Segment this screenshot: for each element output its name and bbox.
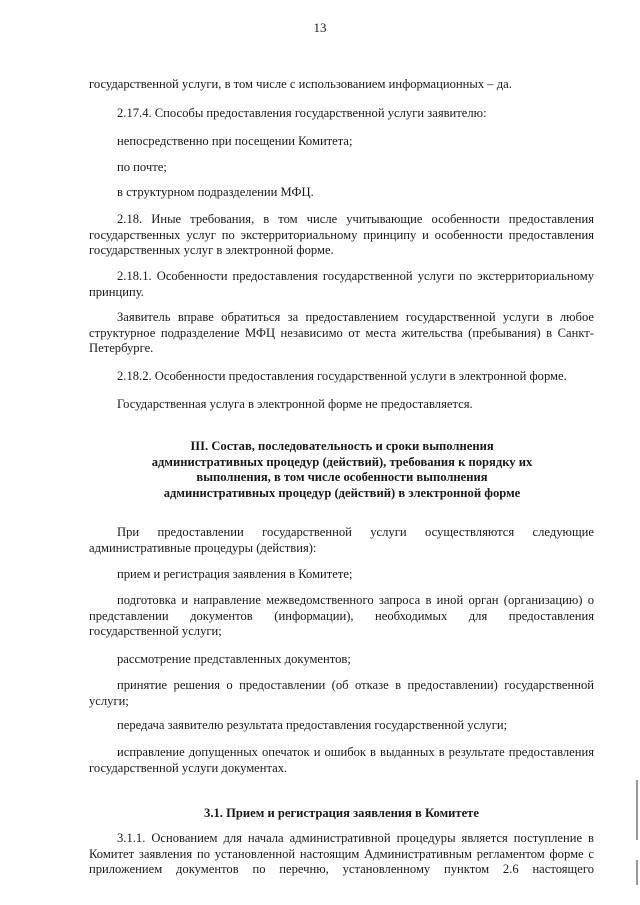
paragraph-2-18-1: 2.18.1. Особенности предоставления государственной услуги по экстерриториальному принципу. bbox=[89, 269, 594, 299]
list-item-corrections: исправление допущенных опечаток и ошибок в выданных в результате предоставления государственной услуги документах. bbox=[89, 745, 594, 775]
list-item-by-mail: по почте; bbox=[117, 160, 167, 174]
paragraph-extraterritorial: Заявитель вправе обратиться за предоставлением государственной услуги в любое структурное подразделение МФЦ независимо от места жительства (пребывания) в Санкт-Петербурге. bbox=[89, 310, 594, 355]
list-item-delivery: передача заявителю результата предоставления государственной услуги; bbox=[117, 718, 508, 732]
paragraph-electronic-not-provided: Государственная услуга в электронной форме не предоставляется. bbox=[117, 397, 473, 411]
paragraph-continuation: государственной услуги, в том числе с использованием информационных – да. bbox=[89, 77, 512, 91]
list-item-in-person: непосредственно при посещении Комитета; bbox=[117, 134, 353, 148]
scan-edge-mark bbox=[636, 780, 638, 840]
list-item-interagency-request: подготовка и направление межведомственного запроса в иной орган (организацию) о представлении документов (информации), необходимых для предоставления государственной услуги; bbox=[89, 593, 594, 638]
paragraph-2-17-4: 2.17.4. Способы предоставления государственной услуги заявителю: bbox=[117, 106, 487, 120]
list-item-reception: прием и регистрация заявления в Комитете; bbox=[117, 567, 353, 581]
paragraph-2-18-2: 2.18.2. Особенности предоставления государственной услуги в электронной форме. bbox=[117, 369, 567, 383]
paragraph-3-1-1: 3.1.1. Основанием для начала административной процедуры является поступление в Комитет заявления по установленной настоящим Административным регламентом форме с приложением документов по перечню, установленному пунктом 2.6 настоящего bbox=[89, 831, 594, 876]
section-heading: III. Состав, последовательность и сроки выполнения административных процедур (действий), требования к порядку их выполнения, в том числе особенности выполнения административных процедур (действий) в электронной форме bbox=[151, 439, 533, 500]
list-item-decision: принятие решения о предоставлении (об отказе в предоставлении) государственной услуги; bbox=[89, 678, 594, 708]
list-item-mfc: в структурном подразделении МФЦ. bbox=[117, 185, 314, 199]
page-number: 13 bbox=[313, 20, 327, 35]
list-item-review: рассмотрение представленных документов; bbox=[117, 652, 351, 666]
paragraph-procedures-intro: При предоставлении государственной услуги осуществляются следующие административные процедуры (действия): bbox=[89, 525, 594, 555]
subsection-heading: 3.1. Прием и регистрация заявления в Комитете bbox=[204, 806, 479, 820]
scan-edge-mark bbox=[636, 860, 638, 885]
paragraph-2-18: 2.18. Иные требования, в том числе учитывающие особенности предоставления государственных услуг по экстерриториальному принципу и особенности предоставления государственных услуг в электронной форме. bbox=[89, 212, 594, 257]
